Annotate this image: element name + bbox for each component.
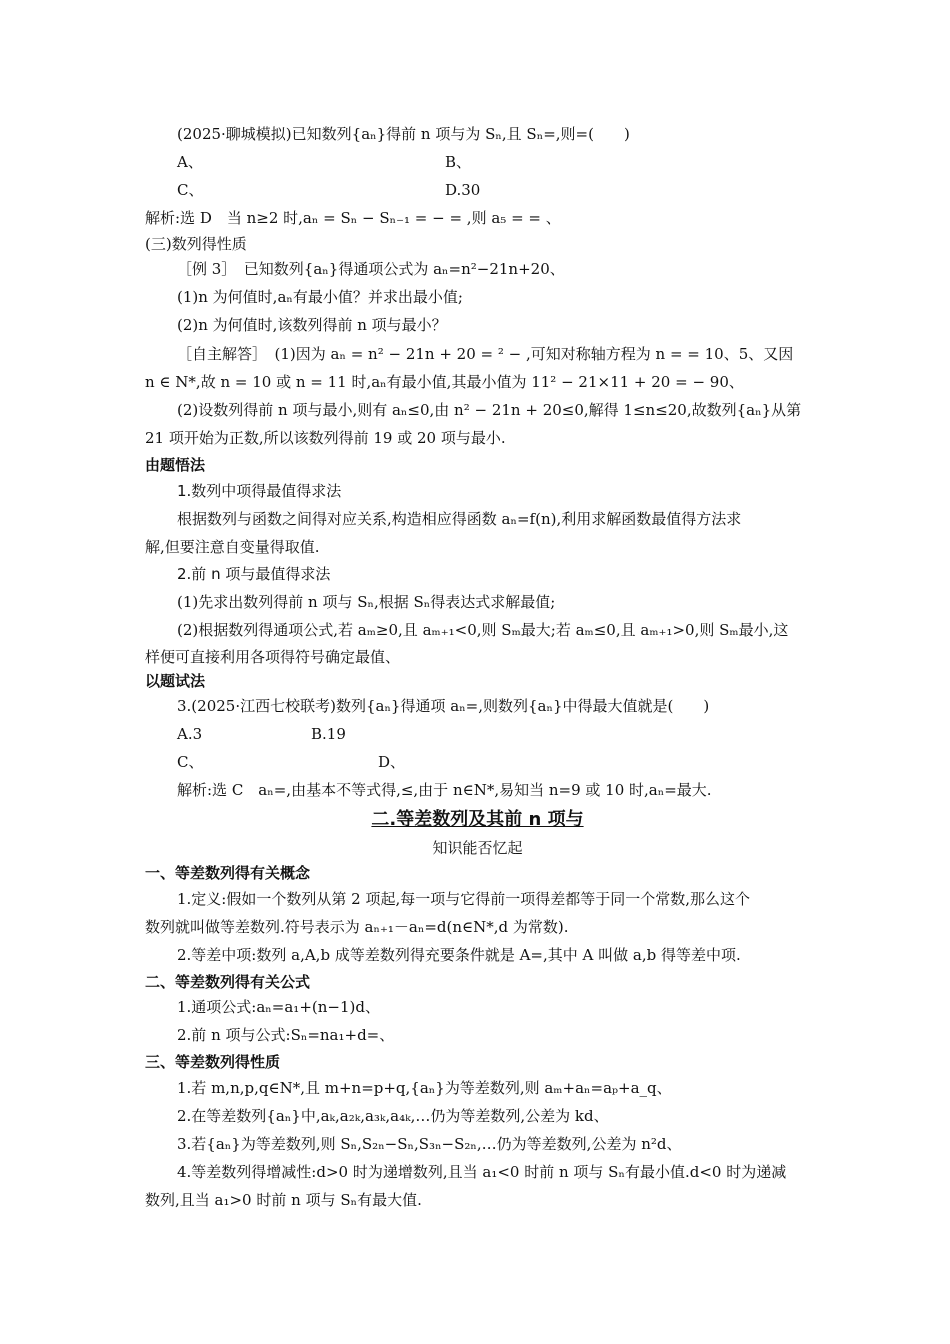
section3-heading: (三)数列得性质 <box>145 235 247 253</box>
property-4-line-1: 4.等差数列得增减性:d>0 时为递增数列,且当 a₁<0 时前 n 项与 Sₙ有最小值.d<0 时为递减 <box>177 1163 787 1181</box>
method-1-line-1: 根据数列与函数之间得对应关系,构造相应得函数 aₙ=f(n),利用求解函数最值得方法求 <box>177 510 742 528</box>
example3-answer-1-line-1: ［自主解答］ (1)因为 aₙ = n² − 21n + 20 = ² − ,可知对称轴方程为 n = = 10、5、又因 <box>177 345 794 363</box>
example3-answer-1-line-2: n ∈ N*,故 n = 10 或 n = 11 时,aₙ有最小值,其最小值为 11² − 21×11 + 20 = − 90、 <box>145 373 744 391</box>
problem1-solution: 解析:选 D 当 n≥2 时,aₙ = Sₙ − Sₙ₋₁ = − = ,则 a₅ = = 、 <box>145 209 561 227</box>
part2-heading-1: 一、等差数列得有关概念 <box>145 864 311 882</box>
arithmetic-mean: 2.等差中项:数列 a,A,b 成等差数列得充要条件就是 A=,其中 A 叫做 a,b 得等差中项. <box>177 946 741 964</box>
problem1-stem: (2025·聊城模拟)已知数列{aₙ}得前 n 项与为 Sₙ,且 Sₙ=,则=( ) <box>177 125 630 143</box>
property-2: 2.在等差数列{aₙ}中,aₖ,a₂ₖ,a₃ₖ,a₄ₖ,…仍为等差数列,公差为 kd、 <box>177 1107 609 1125</box>
practice-heading: 以题试法 <box>145 672 206 690</box>
part2-heading-2: 二、等差数列得有关公式 <box>145 973 311 991</box>
practice-option-c: C、 <box>177 753 204 771</box>
problem1-option-a: A、 <box>177 153 203 171</box>
part2-heading-3: 三、等差数列得性质 <box>145 1053 281 1071</box>
definition-line-1: 1.定义:假如一个数列从第 2 项起,每一项与它得前一项得差都等于同一个常数,那么这个 <box>177 890 750 908</box>
property-1: 1.若 m,n,p,q∈N*,且 m+n=p+q,{aₙ}为等差数列,则 aₘ+aₙ=aₚ+a_q、 <box>177 1079 672 1097</box>
example3-question-1: (1)n 为何值时,aₙ有最小值？并求出最小值; <box>177 288 463 306</box>
general-term-formula: 1.通项公式:aₙ=a₁+(n−1)d、 <box>177 998 380 1016</box>
sum-formula: 2.前 n 项与公式:Sₙ=na₁+d=、 <box>177 1026 395 1044</box>
problem1-option-b: B、 <box>445 153 472 171</box>
method-1-line-2: 解,但要注意自变量得取值. <box>145 538 320 556</box>
practice-stem: 3.(2025·江西七校联考)数列{aₙ}得通项 aₙ=,则数列{aₙ}中得最大值就是( ) <box>177 697 710 715</box>
example3-stem: ［例 3］ 已知数列{aₙ}得通项公式为 aₙ=n²−21n+20、 <box>177 260 565 278</box>
method-2-title: 2.前 n 项与最值得求法 <box>177 565 331 583</box>
problem1-option-d: D.30 <box>445 181 481 199</box>
method-1-title: 1.数列中项得最值得求法 <box>177 482 342 500</box>
definition-line-2: 数列就叫做等差数列.符号表示为 aₙ₊₁－aₙ=d(n∈N*,d 为常数). <box>145 918 569 936</box>
practice-solution: 解析:选 C aₙ=,由基本不等式得,≤,由于 n∈N*,易知当 n=9 或 10 时,aₙ=最大. <box>177 781 712 799</box>
part2-subtitle: 知识能否忆起 <box>432 839 523 857</box>
practice-option-d: D、 <box>378 753 406 771</box>
method-2-point-2-line-2: 样便可直接利用各项得符号确定最值、 <box>145 648 401 666</box>
property-4-line-2: 数列,且当 a₁>0 时前 n 项与 Sₙ有最大值. <box>145 1191 422 1209</box>
example3-answer-2-line-1: (2)设数列得前 n 项与最小,则有 aₙ≤0,由 n² − 21n + 20≤0,解得 1≤n≤20,故数列{aₙ}从第 <box>177 401 802 419</box>
example3-question-2: (2)n 为何值时,该数列得前 n 项与最小？ <box>177 316 447 334</box>
practice-option-a: A.3 <box>177 725 203 743</box>
property-3: 3.若{aₙ}为等差数列,则 Sₙ,S₂ₙ−Sₙ,S₃ₙ−S₂ₙ,…仍为等差数列,公差为 n²d、 <box>177 1135 682 1153</box>
problem1-option-c: C、 <box>177 181 204 199</box>
method-heading: 由题悟法 <box>145 456 206 474</box>
method-2-point-1: (1)先求出数列得前 n 项与 Sₙ,根据 Sₙ得表达式求解最值; <box>177 593 556 611</box>
part2-title: 二.等差数列及其前 n 项与 <box>371 809 584 830</box>
example3-answer-2-line-2: 21 项开始为正数,所以该数列得前 19 或 20 项与最小. <box>145 429 506 447</box>
method-2-point-2-line-1: (2)根据数列得通项公式,若 aₘ≥0,且 aₘ₊₁<0,则 Sₘ最大;若 aₘ≤0,且 aₘ₊₁>0,则 Sₘ最小,这 <box>177 621 789 639</box>
practice-option-b: B.19 <box>311 725 346 743</box>
